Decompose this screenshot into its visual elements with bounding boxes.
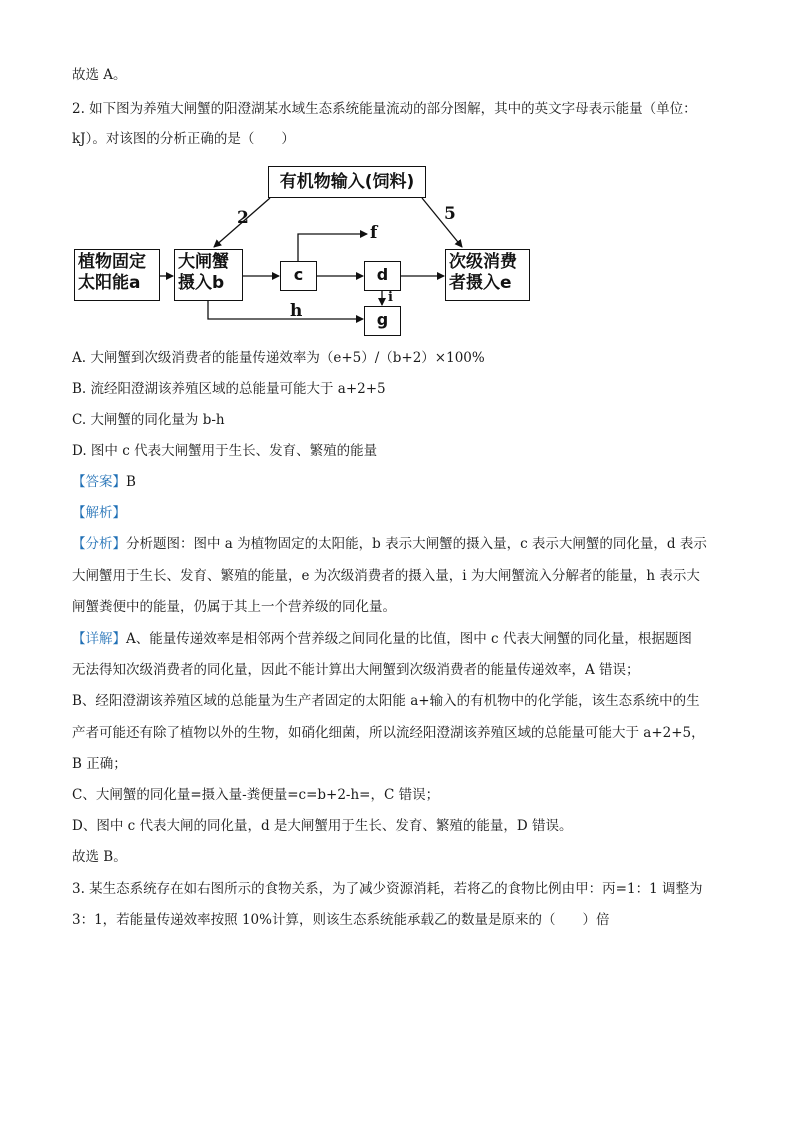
next-box-line2: 者摄入e <box>449 273 512 293</box>
option-a: A. 大闸蟹到次级消费者的能量传递效率为（e+5）/（b+2）×100% <box>72 350 485 366</box>
xiangjie-line2: 无法得知次级消费者的同化量，因此不能计算出大闸蟹到次级消费者的能量传递效率，A 错误； <box>72 662 640 678</box>
analysis-tag: 【解析】 <box>72 505 126 521</box>
q3-line2: 3：1，若能量传递效率按照 10%计算，则该生态系统能承载乙的数量是原来的（ ）倍 <box>72 912 610 928</box>
answer-tag: 【答案】 <box>72 474 126 490</box>
xiangjie-text1: A、能量传递效率是相邻两个营养级之间同化量的比值，图中 c 代表大闸蟹的同化量，根据题图 <box>126 631 692 647</box>
option-c: C. 大闸蟹的同化量为 b-h <box>72 412 225 428</box>
xiangjie-line4: 产者可能还有除了植物以外的生物，如硝化细菌，所以流经阳澄湖该养殖区域的总能量可能大于 a+2+5， <box>72 725 705 741</box>
plant-box-line2: 太阳能a <box>78 273 141 293</box>
previous-conclusion: 故选 A。 <box>72 67 127 83</box>
fenxi-text1: 分析题图：图中 a 为植物固定的太阳能，b 表示大闸蟹的摄入量，c 表示大闸蟹的同化量，d 表示 <box>126 536 707 552</box>
arrow-label-2: 2 <box>237 208 249 228</box>
arrow-label-f: f <box>370 223 378 243</box>
xiangjie-line5: B 正确； <box>72 756 127 772</box>
box-c: c <box>280 261 317 291</box>
box-g: g <box>364 306 401 336</box>
secondary-consumer-box <box>445 249 530 301</box>
answer-value: B <box>126 474 136 490</box>
fenxi-line2: 大闸蟹用于生长、发育、繁殖的能量，e 为次级消费者的摄入量，i 为大闸蟹流入分解者的能量，h 表示大 <box>72 568 700 584</box>
xiangjie-line6: C、大闸蟹的同化量=摄入量-粪便量=c=b+2-h=，C 错误； <box>72 787 440 803</box>
energy-flow-diagram <box>72 160 542 340</box>
plant-solar-box <box>74 249 160 301</box>
xiangjie-line1 <box>72 630 692 648</box>
xiangjie-tag: 【详解】 <box>72 631 126 647</box>
arrow-label-h: h <box>290 301 303 321</box>
q3-line1: 3. 某生态系统存在如右图所示的食物关系，为了减少资源消耗，若将乙的食物比例由甲：丙=1：1 调整为 <box>72 881 703 897</box>
plant-box-line1: 植物固定 <box>78 252 146 272</box>
xiangjie-line3: B、经阳澄湖该养殖区域的总能量为生产者固定的太阳能 a+输入的有机物中的化学能，该生态系统中的生 <box>72 693 700 709</box>
crab-box-line1: 大闸蟹 <box>178 252 229 272</box>
analysis-heading <box>72 504 126 522</box>
crab-box-line2: 摄入b <box>178 273 225 293</box>
q2-conclusion: 故选 B。 <box>72 849 127 865</box>
answer-line <box>72 473 136 491</box>
box-d: d <box>364 261 401 291</box>
option-b: B. 流经阳澄湖该养殖区域的总能量可能大于 a+2+5 <box>72 381 386 397</box>
arrow-label-5: 5 <box>444 204 456 224</box>
option-d: D. 图中 c 代表大闸蟹用于生长、发育、繁殖的能量 <box>72 443 378 459</box>
q2-stem-line1: 2. 如下图为养殖大闸蟹的阳澄湖某水域生态系统能量流动的部分图解，其中的英文字母表示能量（单位： <box>72 101 697 117</box>
fenxi-line1 <box>72 535 707 553</box>
q2-stem-line2: kJ）。对该图的分析正确的是（ ） <box>72 131 295 147</box>
fenxi-line3: 闸蟹粪便中的能量，仍属于其上一个营养级的同化量。 <box>72 599 396 615</box>
feed-input-box: 有机物输入(饲料) <box>268 166 426 198</box>
crab-intake-box <box>174 249 243 301</box>
xiangjie-line7: D、图中 c 代表大闸的同化量，d 是大闸蟹用于生长、发育、繁殖的能量，D 错误。 <box>72 818 573 834</box>
next-box-line1: 次级消费 <box>449 252 517 272</box>
arrow-label-i: i <box>388 290 393 305</box>
fenxi-tag: 【分析】 <box>72 536 126 552</box>
